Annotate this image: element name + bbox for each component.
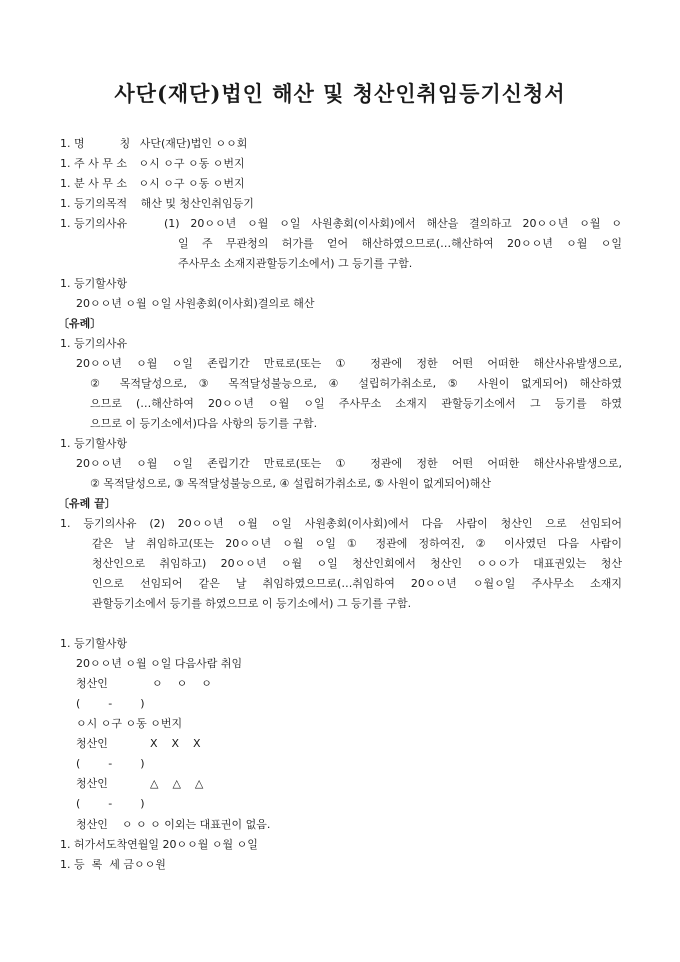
matter2-closing: 청산인 ㅇ ㅇ ㅇ 이외는 대표권이 없음.: [76, 818, 271, 831]
example-end: 〔유례 끝〕: [58, 497, 116, 510]
permit-date-num: 1.: [60, 838, 71, 851]
example-matter-header: [60, 437, 127, 451]
field-branch-office-value: ㅇ시 ㅇ구 ㅇ동 ㅇ번지: [138, 177, 245, 190]
permit-date-value: 20ㅇㅇ월 ㅇ월 ㅇ일: [162, 838, 258, 851]
cause1-num: 1.: [60, 217, 71, 230]
cause2-line-2: 청산인으로 취임하고) 20ㅇㅇ년 ㅇ월 ㅇ일 청산인회에서 청산인 ㅇㅇㅇ가 대표권있는 청산: [92, 557, 622, 570]
document-title: 사단(재단)법인 해산 및 청산인취임등기신청서: [114, 81, 566, 106]
matter2-label: 등기할사항: [74, 637, 128, 650]
liquidator-2-label: 청산인: [76, 737, 108, 750]
cause1-header: [60, 217, 127, 231]
example-cause-num: 1.: [60, 337, 71, 350]
liquidator-1-id: ( - ): [76, 697, 145, 710]
cause1-label: 등기의사유: [74, 217, 128, 230]
field-name-num: 1.: [60, 137, 71, 150]
tax-value: 금ㅇㅇ원: [123, 858, 166, 871]
liquidator-1-label: 청산인: [76, 677, 108, 690]
field-main-office-num: 1.: [60, 157, 71, 170]
example-matter-line-1: 20ㅇㅇ년 ㅇ월 ㅇ일 존립기간 만료로(또는 ① 정관에 정한 어떤 어떠한 해산사유발생으로,: [76, 457, 622, 470]
liquidator-3-label: 청산인: [76, 777, 108, 790]
cause1-line-2: 일 주 무관청의 허가를 얻어 해산하였으므로(…해산하여 20ㅇㅇ년 ㅇ월 ㅇ일: [178, 237, 622, 250]
matter2-num: 1.: [60, 637, 71, 650]
example-matter-label: 등기할사항: [74, 437, 128, 450]
field-purpose: [60, 197, 254, 211]
liquidator-2-id: ( - ): [76, 757, 145, 770]
example-matter-num: 1.: [60, 437, 71, 450]
field-name: [60, 137, 247, 151]
cause2-line-4: 관할등기소에서 등기를 하였으므로 이 등기소에서) 그 등기를 구함.: [92, 597, 412, 610]
example-cause-label: 등기의사유: [74, 337, 128, 350]
matter2-date-line: 20ㅇㅇ년 ㅇ월 ㅇ일 다음사람 취임: [76, 657, 243, 670]
matter1-line: 20ㅇㅇ년 ㅇ월 ㅇ일 사원총회(이사회)결의로 해산: [76, 297, 315, 310]
registration-tax: [60, 858, 166, 872]
field-branch-office: [60, 177, 245, 191]
field-name-value: 사단(재단)법인 ㅇㅇ회: [139, 137, 248, 150]
liquidator-1-name: ㅇ ㅇ ㅇ: [152, 677, 212, 690]
field-purpose-label: 등기의목적: [74, 197, 128, 210]
example-cause-header: [60, 337, 127, 351]
matter2-header: [60, 637, 127, 651]
cause1-line-1: (1) 20ㅇㅇ년 ㅇ월 ㅇ일 사원총회(이사회)에서 해산을 결의하고 20ㅇㅇ년 ㅇ월 ㅇ: [164, 217, 622, 230]
field-branch-office-label: 분 사 무 소: [74, 177, 127, 190]
tax-num: 1.: [60, 858, 71, 871]
field-main-office: [60, 157, 245, 171]
matter1-num: 1.: [60, 277, 71, 290]
liquidator-3-name: △ △ △: [150, 777, 204, 790]
field-branch-office-num: 1.: [60, 177, 71, 190]
tax-label: 등 록 세: [74, 858, 120, 871]
example-cause-line-3: 으므로 (…해산하여 20ㅇㅇ년 ㅇ월 ㅇ일 주사무소 소재지 관할등기소에서 그 등기를 하였: [90, 397, 622, 410]
field-purpose-num: 1.: [60, 197, 71, 210]
example-cause-line-1: 20ㅇㅇ년 ㅇ월 ㅇ일 존립기간 만료로(또는 ① 정관에 정한 어떤 어떠한 해산사유발생으로,: [76, 357, 622, 370]
cause1-line-3: 주사무소 소재지관할등기소에서) 그 등기를 구함.: [178, 257, 413, 270]
liquidator-3-id: ( - ): [76, 797, 145, 810]
field-main-office-label: 주 사 무 소: [74, 157, 127, 170]
cause2-line-3: 인으로 선임되어 같은 날 취임하였으므로(…취임하여 20ㅇㅇ년 ㅇ월ㅇ일 주사무소 소재지: [92, 577, 622, 590]
field-purpose-value: 해산 및 청산인취임등기: [140, 197, 254, 210]
cause2-line-1: 같은 날 취임하고(또는 20ㅇㅇ년 ㅇ월 ㅇ일 ① 정관에 정하여진, ② 이사였던 다음 사람이: [92, 537, 622, 550]
field-main-office-value: ㅇ시 ㅇ구 ㅇ동 ㅇ번지: [138, 157, 245, 170]
matter1-label: 등기할사항: [74, 277, 128, 290]
field-name-label: 명 칭: [74, 137, 131, 150]
liquidator-1-address: ㅇ시 ㅇ구 ㅇ동 ㅇ번지: [76, 717, 183, 730]
liquidator-2-name: X X X: [150, 737, 201, 750]
matter1-header: [60, 277, 127, 291]
cause2-first-line: 1. 등기의사유 (2) 20ㅇㅇ년 ㅇ월 ㅇ일 사원총회(이사회)에서 다음 사람이 청산인 으로 선임되어: [60, 517, 622, 530]
example-matter-line-2: ② 목적달성으로, ③ 목적달성불능으로, ④ 설립허가취소로, ⑤ 사원이 없게되어)해산: [90, 477, 491, 490]
example-cause-line-4: 으므로 이 등기소에서)다음 사항의 등기를 구함.: [90, 417, 318, 430]
permit-date: [60, 838, 258, 852]
example-cause-line-2: ② 목적달성으로, ③ 목적달성불능으로, ④ 설립허가취소로, ⑤ 사원이 없게되어) 해산하였: [90, 377, 622, 390]
permit-date-label: 허가서도착연월일: [74, 838, 160, 851]
example-start: 〔유례〕: [58, 317, 102, 330]
